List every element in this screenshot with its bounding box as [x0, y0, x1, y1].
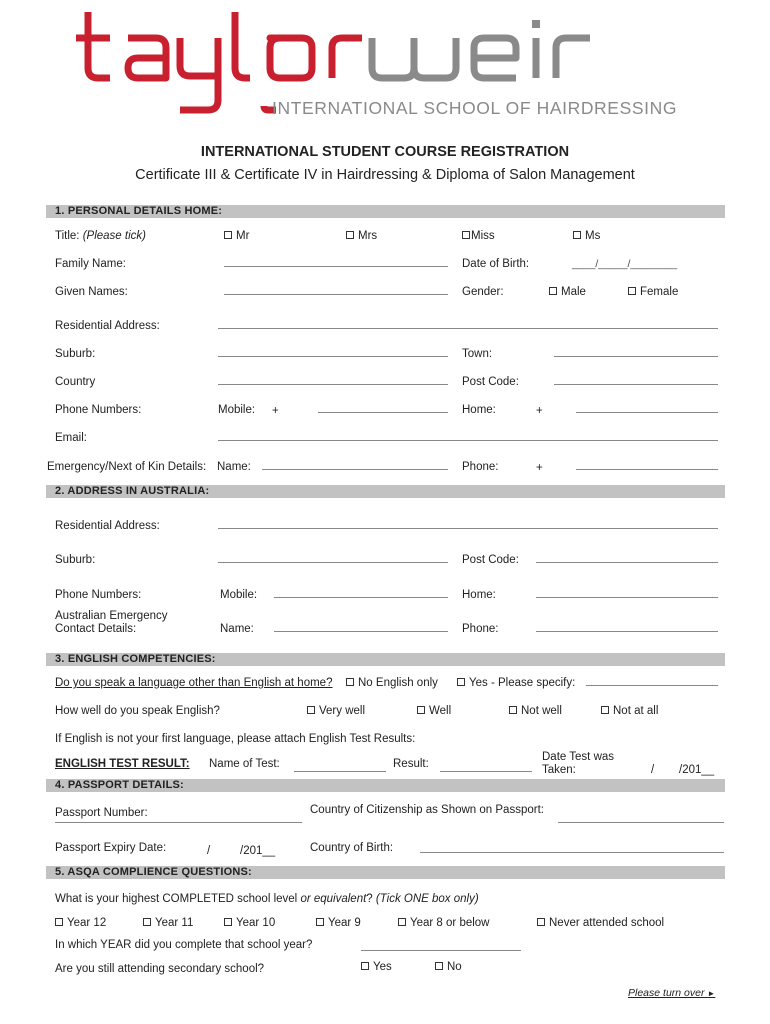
checkbox-icon[interactable] — [55, 918, 63, 926]
mobile-field[interactable] — [318, 412, 448, 413]
checkbox-icon[interactable] — [143, 918, 151, 926]
emergency-phone-plus: + — [536, 462, 543, 474]
home-label: Home: — [462, 404, 496, 416]
au-mobile-label: Mobile: — [220, 589, 258, 601]
date-taken-slash: / — [651, 764, 655, 776]
residential-address-label: Residential Address: — [55, 320, 160, 332]
very-well-option[interactable]: Very well — [307, 705, 365, 717]
gender-male-option[interactable]: Male — [549, 286, 586, 298]
english-test-result-label: ENGLISH TEST RESULT: — [55, 758, 190, 770]
year-10-option[interactable]: Year 10 — [224, 917, 275, 929]
title-mr-option[interactable]: Mr — [224, 230, 249, 242]
checkbox-icon[interactable] — [462, 231, 470, 239]
result-label: Result: — [393, 758, 429, 770]
au-phone-numbers-label: Phone Numbers: — [55, 589, 142, 601]
section-5-heading: 5. ASQA COMPLIENCE QUESTIONS: — [55, 866, 252, 878]
logo-weir-wordmark — [372, 20, 590, 78]
suburb-field[interactable] — [218, 356, 448, 357]
phone-numbers-label: Phone Numbers: — [55, 404, 142, 416]
checkbox-icon[interactable] — [361, 962, 369, 970]
passport-number-field[interactable] — [55, 822, 302, 823]
taylor-weir-logo — [70, 6, 700, 124]
country-field[interactable] — [218, 384, 448, 385]
birth-country-label: Country of Birth: — [310, 842, 394, 854]
arrow-right-icon: ► — [707, 989, 716, 998]
date-taken-year[interactable]: /201__ — [679, 764, 715, 776]
au-home-label: Home: — [462, 589, 496, 601]
logo-taylor-wordmark — [76, 12, 362, 110]
checkbox-icon[interactable] — [224, 918, 232, 926]
checkbox-icon[interactable] — [457, 678, 465, 686]
year-9-option[interactable]: Year 9 — [316, 917, 361, 929]
expiry-slash: / — [207, 845, 211, 857]
section-1-bar — [46, 205, 725, 218]
attending-no-option[interactable]: No — [435, 961, 462, 973]
emergency-label: Emergency/Next of Kin Details: — [47, 461, 207, 473]
checkbox-icon[interactable] — [628, 287, 636, 295]
english-level-question: How well do you speak English? — [55, 705, 220, 717]
given-names-field[interactable] — [224, 294, 448, 295]
section-4-bar — [46, 779, 725, 792]
post-code-label: Post Code: — [462, 376, 519, 388]
date-taken-label: Date Test was Taken: — [542, 751, 615, 776]
language-specify-field[interactable] — [586, 685, 718, 686]
family-name-label: Family Name: — [55, 258, 126, 270]
citizenship-field[interactable] — [558, 822, 724, 823]
mobile-plus: + — [272, 405, 279, 417]
au-residential-address-label: Residential Address: — [55, 520, 160, 532]
name-of-test-label: Name of Test: — [209, 758, 280, 770]
form-subtitle: Certificate III & Certificate IV in Hairdressing & Diploma of Salon Management — [135, 167, 635, 183]
section-2-bar — [46, 485, 725, 498]
checkbox-icon[interactable] — [417, 706, 425, 714]
section-4-heading: 4. PASSPORT DETAILS: — [55, 779, 184, 791]
au-home-field[interactable] — [536, 597, 718, 598]
no-english-only-option[interactable]: No English only — [346, 677, 438, 689]
not-at-all-option[interactable]: Not at all — [601, 705, 658, 717]
au-emergency-label: Australian Emergency Contact Details: — [55, 610, 168, 635]
au-emergency-phone-label: Phone: — [462, 623, 499, 635]
checkbox-icon[interactable] — [224, 231, 232, 239]
suburb-label: Suburb: — [55, 348, 96, 360]
birth-country-field[interactable] — [420, 852, 724, 853]
au-emergency-name-field[interactable] — [274, 631, 448, 632]
checkbox-icon[interactable] — [346, 678, 354, 686]
mobile-label: Mobile: — [218, 404, 256, 416]
emergency-phone-field[interactable] — [576, 469, 718, 470]
au-mobile-field[interactable] — [274, 597, 448, 598]
gender-female-option[interactable]: Female — [628, 286, 678, 298]
language-question: Do you speak a language other than English at home? — [55, 677, 333, 689]
country-label: Country — [55, 376, 96, 388]
dob-label: Date of Birth: — [462, 258, 530, 270]
attending-yes-option[interactable]: Yes — [361, 961, 392, 973]
checkbox-icon[interactable] — [537, 918, 545, 926]
email-field[interactable] — [218, 440, 718, 441]
au-post-code-label: Post Code: — [462, 554, 519, 566]
checkbox-icon[interactable] — [398, 918, 406, 926]
citizenship-label: Country of Citizenship as Shown on Passport: — [310, 804, 544, 816]
section-2-heading: 2. ADDRESS IN AUSTRALIA: — [55, 485, 210, 497]
checkbox-icon[interactable] — [307, 706, 315, 714]
au-suburb-field[interactable] — [218, 562, 448, 563]
form-title: INTERNATIONAL STUDENT COURSE REGISTRATION — [200, 144, 570, 160]
year-12-option[interactable]: Year 12 — [55, 917, 106, 929]
checkbox-icon[interactable] — [549, 287, 557, 295]
result-field[interactable] — [440, 771, 532, 772]
not-well-option[interactable]: Not well — [509, 705, 562, 717]
section-5-bar — [46, 866, 725, 879]
au-suburb-label: Suburb: — [55, 554, 96, 566]
never-attended-option[interactable]: Never attended school — [537, 917, 664, 929]
dob-field[interactable]: ____/_____/________ — [572, 258, 678, 270]
title-ms-option[interactable]: Ms — [573, 230, 600, 242]
given-names-label: Given Names: — [55, 286, 128, 298]
section-3-heading: 3. ENGLISH COMPETENCIES: — [55, 653, 216, 665]
title-miss-option[interactable]: Miss — [462, 230, 495, 242]
well-option[interactable]: Well — [417, 705, 451, 717]
residential-address-field[interactable] — [218, 328, 718, 329]
town-field[interactable] — [554, 356, 718, 357]
section-3-bar — [46, 653, 725, 666]
passport-expiry-label: Passport Expiry Date: — [55, 842, 167, 854]
checkbox-icon[interactable] — [573, 231, 581, 239]
completion-year-question: In which YEAR did you complete that school year? — [55, 939, 313, 951]
title-mrs-option[interactable]: Mrs — [346, 230, 377, 242]
checkbox-icon[interactable] — [509, 706, 517, 714]
email-label: Email: — [55, 432, 87, 444]
section-1-heading: 1. PERSONAL DETAILS HOME: — [55, 205, 223, 217]
logo-subtitle: INTERNATIONAL SCHOOL OF HAIRDRESSING — [272, 98, 678, 118]
gender-label: Gender: — [462, 286, 504, 298]
au-post-code-field[interactable] — [536, 562, 718, 563]
au-residential-address-field[interactable] — [218, 528, 718, 529]
highest-school-question: What is your highest COMPLETED school level or equivalent? (Tick ONE box only) — [55, 893, 479, 905]
emergency-name-field[interactable] — [262, 469, 448, 470]
home-plus: + — [536, 405, 543, 417]
year-8-below-option[interactable]: Year 8 or below — [398, 917, 490, 929]
year-11-option[interactable]: Year 11 — [143, 917, 193, 929]
expiry-year[interactable]: /201__ — [240, 845, 276, 857]
post-code-field[interactable] — [554, 384, 718, 385]
checkbox-icon[interactable] — [601, 706, 609, 714]
emergency-phone-label: Phone: — [462, 461, 499, 473]
name-of-test-field[interactable] — [294, 771, 386, 772]
family-name-field[interactable] — [224, 266, 448, 267]
title-label: Title: (Please tick) — [55, 230, 146, 242]
turn-over-link[interactable]: Please turn over ► — [628, 987, 716, 999]
yes-specify-option[interactable]: Yes - Please specify: — [457, 677, 575, 689]
town-label: Town: — [462, 348, 493, 360]
passport-number-label: Passport Number: — [55, 807, 148, 819]
emergency-name-label: Name: — [217, 461, 251, 473]
au-emergency-phone-field[interactable] — [536, 631, 718, 632]
checkbox-icon[interactable] — [316, 918, 324, 926]
au-emergency-name-label: Name: — [220, 623, 254, 635]
completion-year-field[interactable] — [361, 950, 521, 951]
attach-results-note: If English is not your first language, please attach English Test Results: — [55, 733, 416, 745]
home-phone-field[interactable] — [576, 412, 718, 413]
checkbox-icon[interactable] — [346, 231, 354, 239]
checkbox-icon[interactable] — [435, 962, 443, 970]
attending-school-question: Are you still attending secondary school? — [55, 963, 265, 975]
